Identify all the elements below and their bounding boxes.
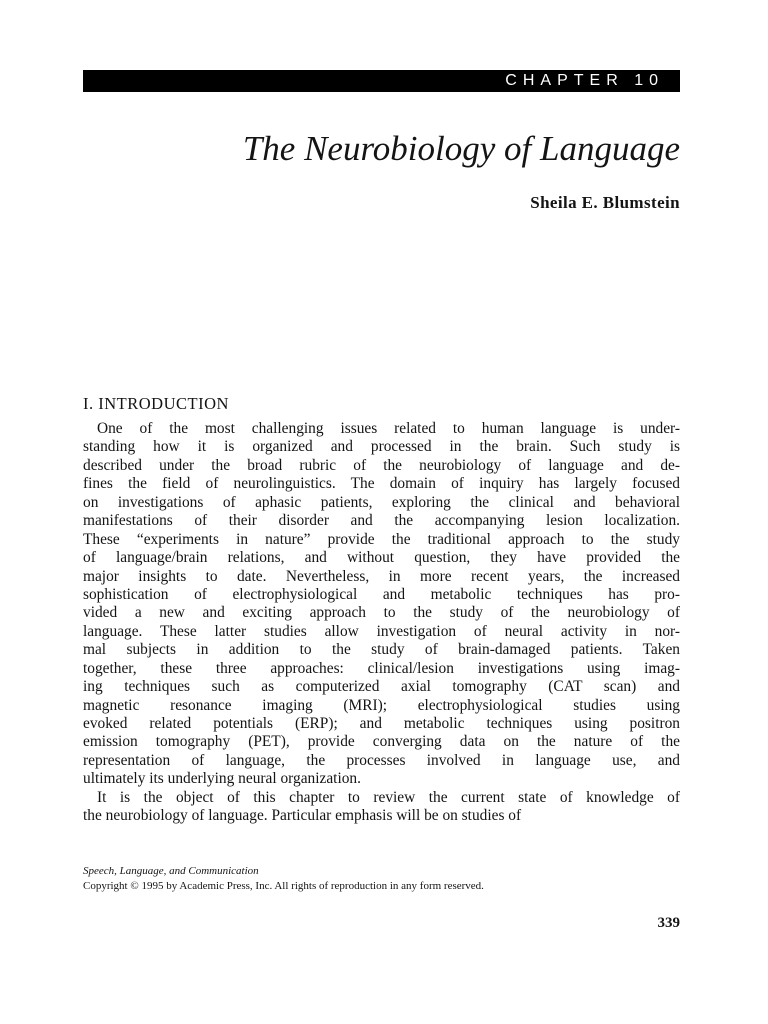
body-line: It is the object of this chapter to review the current state of knowledge of xyxy=(97,788,680,806)
body-line: mal subjects in addition to the study of brain-damaged patients. Taken xyxy=(83,641,680,659)
body-line: ing techniques such as computerized axial tomography (CAT scan) and xyxy=(83,678,680,696)
body-line: standing how it is organized and processed in the brain. Such study is xyxy=(83,438,680,456)
body-line: language. These latter studies allow investigation of neural activity in nor- xyxy=(83,622,680,640)
body-line: evoked related potentials (ERP); and metabolic techniques using positron xyxy=(83,715,680,732)
body-line: together, these three approaches: clinical/lesion investigations using imag- xyxy=(83,659,680,677)
section-heading: I. INTRODUCTION xyxy=(83,394,229,413)
body-line: ultimately its underlying neural organization. xyxy=(83,770,361,788)
footer xyxy=(83,864,484,894)
body-line: These “experiments in nature” provide the traditional approach to the study xyxy=(83,530,680,548)
body-line: One of the most challenging issues related to human language is under- xyxy=(97,420,680,437)
body-line: magnetic resonance imaging (MRI); electrophysiological studies using xyxy=(83,696,680,714)
body-line: vided a new and exciting approach to the study of the neurobiology of xyxy=(83,604,680,622)
page-number: 339 xyxy=(657,915,680,931)
body-line: emission tomography (PET), provide converging data on the nature of the xyxy=(83,733,680,751)
chapter-title: The Neurobiology of Language xyxy=(242,129,680,168)
body-line: fines the field of neurolinguistics. The domain of inquiry has largely focused xyxy=(83,475,680,493)
body-line: the neurobiology of language. Particular emphasis will be on studies of xyxy=(83,807,522,825)
body-line: described under the broad rubric of the neurobiology of language and de- xyxy=(83,456,680,474)
body-text xyxy=(83,420,680,826)
body-line: sophistication of electrophysiological and metabolic techniques has pro- xyxy=(83,585,680,603)
body-line: representation of language, the processes involved in language use, and xyxy=(83,751,680,769)
copyright-notice: Copyright © 1995 by Academic Press, Inc. All rights of reproduction in any form reserved. xyxy=(83,880,484,892)
body-line: major insights to date. Nevertheless, in more recent years, the increased xyxy=(83,567,680,585)
series-title: Speech, Language, and Communication xyxy=(83,865,259,877)
author-name: Sheila E. Blumstein xyxy=(530,193,680,212)
body-line: on investigations of aphasic patients, exploring the clinical and behavioral xyxy=(83,493,680,511)
chapter-label: CHAPTER 10 xyxy=(83,70,680,92)
body-line: of language/brain relations, and without question, they have provided the xyxy=(83,549,680,567)
body-line: manifestations of their disorder and the accompanying lesion localization. xyxy=(83,512,680,530)
